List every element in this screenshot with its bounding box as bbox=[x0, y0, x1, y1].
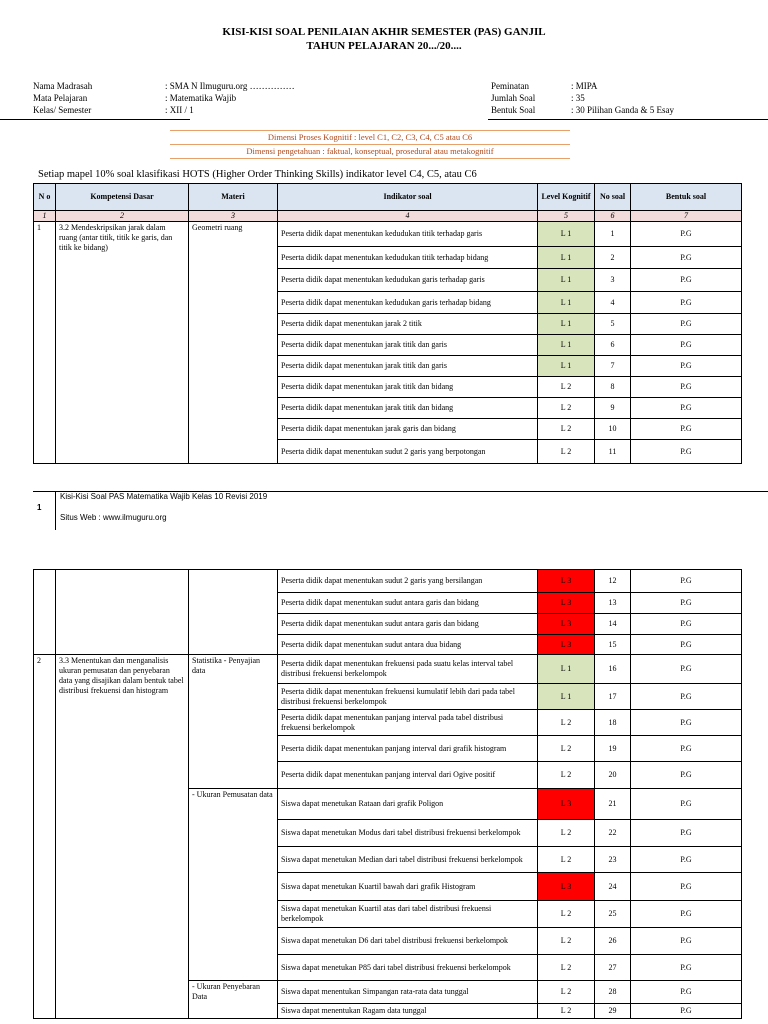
nosoal-cell: 29 bbox=[595, 1004, 631, 1019]
nosoal-cell: 14 bbox=[595, 614, 631, 635]
bentuk-cell: P.G bbox=[631, 762, 742, 789]
nosoal-cell: 16 bbox=[595, 655, 631, 684]
level-cell: L 2 bbox=[538, 398, 595, 419]
bentuk-cell: P.G bbox=[631, 710, 742, 736]
bentuk-cell: P.G bbox=[631, 955, 742, 981]
nosoal-cell: 17 bbox=[595, 684, 631, 710]
bentuk-cell: P.G bbox=[631, 398, 742, 419]
page-number: 1 bbox=[37, 503, 42, 512]
indikator-cell: Peserta didik dapat menentukan sudut 2 garis yang bersilangan bbox=[278, 570, 538, 593]
level-cell: L 3 bbox=[538, 873, 595, 901]
level-cell: L 2 bbox=[538, 710, 595, 736]
level-cell: L 2 bbox=[538, 419, 595, 440]
column-index: 5 bbox=[538, 211, 595, 222]
indikator-cell: Siswa dapat menetukan P85 dari tabel distribusi frekuensi berkelompok bbox=[278, 955, 538, 981]
kisi-table-page1 bbox=[33, 183, 742, 464]
nosoal-cell: 2 bbox=[595, 247, 631, 269]
nosoal-cell: 23 bbox=[595, 847, 631, 873]
indikator-cell: Peserta didik dapat menentukan sudut 2 garis yang berpotongan bbox=[278, 440, 538, 464]
level-cell: L 3 bbox=[538, 570, 595, 593]
footer-separator bbox=[55, 492, 56, 530]
document-title: KISI-KISI SOAL PENILAIAN AKHIR SEMESTER (PAS) GANJIL bbox=[222, 26, 546, 38]
indikator-cell: Siswa dapat menentukan Ragam data tunggal bbox=[278, 1004, 538, 1019]
nosoal-cell: 10 bbox=[595, 419, 631, 440]
indikator-cell: Peserta didik dapat menentukan frekuensi pada suatu kelas interval tabel distribusi frekuensi berkelompok bbox=[278, 655, 538, 684]
level-cell: L 1 bbox=[538, 247, 595, 269]
info-value: : XII / 1 bbox=[165, 105, 194, 115]
level-cell: L 3 bbox=[538, 614, 595, 635]
bentuk-cell: P.G bbox=[631, 593, 742, 614]
indikator-cell: Peserta didik dapat menentukan panjang interval dari grafik histogram bbox=[278, 736, 538, 762]
level-cell: L 2 bbox=[538, 377, 595, 398]
column-index-row bbox=[34, 211, 742, 222]
divider bbox=[0, 119, 190, 120]
indikator-cell: Siswa dapat menetukan D6 dari tabel distribusi frekuensi berkelompok bbox=[278, 928, 538, 955]
level-cell: L 2 bbox=[538, 901, 595, 928]
bentuk-cell: P.G bbox=[631, 789, 742, 820]
column-index: 2 bbox=[56, 211, 189, 222]
level-cell: L 3 bbox=[538, 789, 595, 820]
indikator-cell: Peserta didik dapat menentukan sudut antara garis dan bidang bbox=[278, 593, 538, 614]
cognitive-dimension-note: Dimensi Proses Kognitif : level C1, C2, C3, C4, C5 atau C6 bbox=[267, 132, 473, 142]
bentuk-cell: P.G bbox=[631, 901, 742, 928]
header-indikator: Indikator soal bbox=[278, 184, 538, 211]
nosoal-cell: 27 bbox=[595, 955, 631, 981]
indikator-cell: Siswa dapat menetukan Kuartil atas dari tabel distribusi frekuensi berkelompok bbox=[278, 901, 538, 928]
indikator-cell: Peserta didik dapat menentukan kedudukan titik terhadap garis bbox=[278, 222, 538, 247]
level-cell: L 2 bbox=[538, 847, 595, 873]
knowledge-dimension-note: Dimensi pengetahuan : faktual, konseptual, prosedural atau metakognitif bbox=[246, 146, 494, 156]
indikator-cell: Peserta didik dapat menentukan panjang interval dari Ogive positif bbox=[278, 762, 538, 789]
level-cell: L 2 bbox=[538, 736, 595, 762]
kisi-table-page2 bbox=[33, 569, 742, 1019]
info-value: : MIPA bbox=[571, 81, 598, 91]
column-index: 7 bbox=[631, 211, 742, 222]
document-subtitle: TAHUN PELAJARAN 20.../20.... bbox=[306, 40, 462, 52]
bentuk-cell: P.G bbox=[631, 981, 742, 1004]
bentuk-cell: P.G bbox=[631, 314, 742, 335]
header-kd: Kompetensi Dasar bbox=[56, 184, 189, 211]
nosoal-cell: 25 bbox=[595, 901, 631, 928]
indikator-cell: Peserta didik dapat menentukan jarak titik dan bidang bbox=[278, 377, 538, 398]
nosoal-cell: 7 bbox=[595, 356, 631, 377]
level-cell: L 2 bbox=[538, 440, 595, 464]
indikator-cell: Peserta didik dapat menentukan sudut antara dua bidang bbox=[278, 635, 538, 655]
nosoal-cell: 13 bbox=[595, 593, 631, 614]
indikator-cell: Peserta didik dapat menentukan panjang interval pada tabel distribusi frekuensi berkelompok bbox=[278, 710, 538, 736]
info-value: : 30 Pilihan Ganda & 5 Esay bbox=[571, 105, 674, 115]
table-body bbox=[34, 570, 742, 1019]
column-index: 1 bbox=[34, 211, 56, 222]
bentuk-cell: P.G bbox=[631, 635, 742, 655]
bentuk-cell: P.G bbox=[631, 873, 742, 901]
info-value: : SMA N Ilmuguru.org …………… bbox=[165, 81, 295, 91]
nosoal-cell: 15 bbox=[595, 635, 631, 655]
bentuk-cell: P.G bbox=[631, 928, 742, 955]
table-row bbox=[34, 222, 742, 247]
bentuk-cell: P.G bbox=[631, 356, 742, 377]
nosoal-cell: 11 bbox=[595, 440, 631, 464]
indikator-cell: Siswa dapat menetukan Rataan dari grafik Poligon bbox=[278, 789, 538, 820]
bentuk-cell: P.G bbox=[631, 222, 742, 247]
level-cell: L 2 bbox=[538, 820, 595, 847]
indikator-cell: Siswa dapat menentukan Simpangan rata-rata data tunggal bbox=[278, 981, 538, 1004]
kompetensi-dasar-cell: 3.2 Mendeskripsikan jarak dalam ruang (antar titik, titik ke garis, dan titik ke bidang) bbox=[56, 222, 189, 464]
level-cell: L 1 bbox=[538, 335, 595, 356]
nosoal-cell: 8 bbox=[595, 377, 631, 398]
info-label: Kelas/ Semester bbox=[33, 105, 92, 115]
nosoal-cell: 4 bbox=[595, 292, 631, 314]
header-bentuk: Bentuk soal bbox=[631, 184, 742, 211]
kd-number-cell: 2 bbox=[34, 655, 56, 1019]
materi-cell: Geometri ruang bbox=[189, 222, 278, 464]
level-cell: L 1 bbox=[538, 314, 595, 335]
level-cell: L 2 bbox=[538, 981, 595, 1004]
nosoal-cell: 12 bbox=[595, 570, 631, 593]
info-label: Peminatan bbox=[491, 81, 529, 91]
indikator-cell: Peserta didik dapat menentukan kedudukan titik terhadap bidang bbox=[278, 247, 538, 269]
info-label: Bentuk Soal bbox=[491, 105, 536, 115]
header-level: Level Kognitif bbox=[538, 184, 595, 211]
nosoal-cell: 26 bbox=[595, 928, 631, 955]
level-cell: L 2 bbox=[538, 928, 595, 955]
indikator-cell: Peserta didik dapat menentukan sudut antara garis dan bidang bbox=[278, 614, 538, 635]
kd-number-cell: 1 bbox=[34, 222, 56, 464]
nosoal-cell: 6 bbox=[595, 335, 631, 356]
info-label: Jumlah Soal bbox=[491, 93, 536, 103]
indikator-cell: Siswa dapat menetukan Kuartil bawah dari grafik Histogram bbox=[278, 873, 538, 901]
bentuk-cell: P.G bbox=[631, 292, 742, 314]
nosoal-cell: 5 bbox=[595, 314, 631, 335]
indikator-cell: Peserta didik dapat menentukan jarak titik dan bidang bbox=[278, 398, 538, 419]
info-value: : Matematika Wajib bbox=[165, 93, 237, 103]
divider bbox=[170, 158, 570, 159]
column-index: 6 bbox=[595, 211, 631, 222]
nosoal-cell: 1 bbox=[595, 222, 631, 247]
bentuk-cell: P.G bbox=[631, 377, 742, 398]
header-no: N o bbox=[34, 184, 56, 211]
info-label: Nama Madrasah bbox=[33, 81, 93, 91]
header-nosoal: No soal bbox=[595, 184, 631, 211]
indikator-cell: Peserta didik dapat menentukan jarak titik dan garis bbox=[278, 335, 538, 356]
indikator-cell: Peserta didik dapat menentukan frekuensi kumulatif lebih dari pada tabel distribusi frekuensi berkelompok bbox=[278, 684, 538, 710]
kompetensi-dasar-cell: 3.3 Menentukan dan menganalisis ukuran pemusatan dan penyebaran data yang disajikan dalam bentuk tabel distribusi frekuensi dan histogram bbox=[56, 655, 189, 1019]
footer-website: Situs Web : www.ilmuguru.org bbox=[60, 513, 167, 522]
continuation-no-cell bbox=[34, 570, 56, 655]
table-body bbox=[34, 222, 742, 464]
continuation-materi-cell bbox=[189, 570, 278, 655]
bentuk-cell: P.G bbox=[631, 570, 742, 593]
info-value: : 35 bbox=[571, 93, 585, 103]
info-left bbox=[33, 80, 295, 116]
info-right bbox=[491, 80, 674, 116]
bentuk-cell: P.G bbox=[631, 1004, 742, 1019]
table-row bbox=[34, 655, 742, 684]
materi-cell: Statistika - Penyajian data bbox=[189, 655, 278, 789]
level-cell: L 3 bbox=[538, 593, 595, 614]
bentuk-cell: P.G bbox=[631, 269, 742, 292]
header-materi: Materi bbox=[189, 184, 278, 211]
level-cell: L 2 bbox=[538, 1004, 595, 1019]
nosoal-cell: 18 bbox=[595, 710, 631, 736]
indikator-cell: Siswa dapat menetukan Median dari tabel distribusi frekuensi berkelompok bbox=[278, 847, 538, 873]
hots-note: Setiap mapel 10% soal klasifikasi HOTS (Higher Order Thinking Skills) indikator level C4, C5, atau C6 bbox=[38, 169, 477, 180]
bentuk-cell: P.G bbox=[631, 847, 742, 873]
bentuk-cell: P.G bbox=[631, 820, 742, 847]
column-index: 3 bbox=[189, 211, 278, 222]
nosoal-cell: 24 bbox=[595, 873, 631, 901]
level-cell: L 3 bbox=[538, 635, 595, 655]
bentuk-cell: P.G bbox=[631, 736, 742, 762]
nosoal-cell: 3 bbox=[595, 269, 631, 292]
nosoal-cell: 20 bbox=[595, 762, 631, 789]
level-cell: L 1 bbox=[538, 269, 595, 292]
materi-cell: - Ukuran Penyebaran Data bbox=[189, 981, 278, 1019]
indikator-cell: Siswa dapat menetukan Modus dari tabel distribusi frekuensi berkelompok bbox=[278, 820, 538, 847]
bentuk-cell: P.G bbox=[631, 614, 742, 635]
indikator-cell: Peserta didik dapat menentukan kedudukan garis terhadap garis bbox=[278, 269, 538, 292]
indikator-cell: Peserta didik dapat menentukan jarak 2 titik bbox=[278, 314, 538, 335]
nosoal-cell: 21 bbox=[595, 789, 631, 820]
bentuk-cell: P.G bbox=[631, 247, 742, 269]
level-cell: L 2 bbox=[538, 762, 595, 789]
footer-doc-title: Kisi-Kisi Soal PAS Matematika Wajib Kelas 10 Revisi 2019 bbox=[60, 492, 268, 501]
bentuk-cell: P.G bbox=[631, 335, 742, 356]
info-label: Mata Pelajaran bbox=[33, 93, 88, 103]
indikator-cell: Peserta didik dapat menentukan kedudukan garis terhadap bidang bbox=[278, 292, 538, 314]
indikator-cell: Peserta didik dapat menentukan jarak garis dan bidang bbox=[278, 419, 538, 440]
level-cell: L 1 bbox=[538, 292, 595, 314]
column-index: 4 bbox=[278, 211, 538, 222]
indikator-cell: Peserta didik dapat menentukan jarak titik dan garis bbox=[278, 356, 538, 377]
level-cell: L 1 bbox=[538, 684, 595, 710]
bentuk-cell: P.G bbox=[631, 440, 742, 464]
materi-cell: - Ukuran Pemusatan data bbox=[189, 789, 278, 981]
table-row bbox=[34, 570, 742, 593]
bentuk-cell: P.G bbox=[631, 684, 742, 710]
continuation-kd-cell bbox=[56, 570, 189, 655]
nosoal-cell: 19 bbox=[595, 736, 631, 762]
level-cell: L 2 bbox=[538, 955, 595, 981]
bentuk-cell: P.G bbox=[631, 655, 742, 684]
nosoal-cell: 28 bbox=[595, 981, 631, 1004]
level-cell: L 1 bbox=[538, 356, 595, 377]
level-cell: L 1 bbox=[538, 222, 595, 247]
divider bbox=[488, 119, 768, 120]
nosoal-cell: 22 bbox=[595, 820, 631, 847]
nosoal-cell: 9 bbox=[595, 398, 631, 419]
bentuk-cell: P.G bbox=[631, 419, 742, 440]
level-cell: L 1 bbox=[538, 655, 595, 684]
